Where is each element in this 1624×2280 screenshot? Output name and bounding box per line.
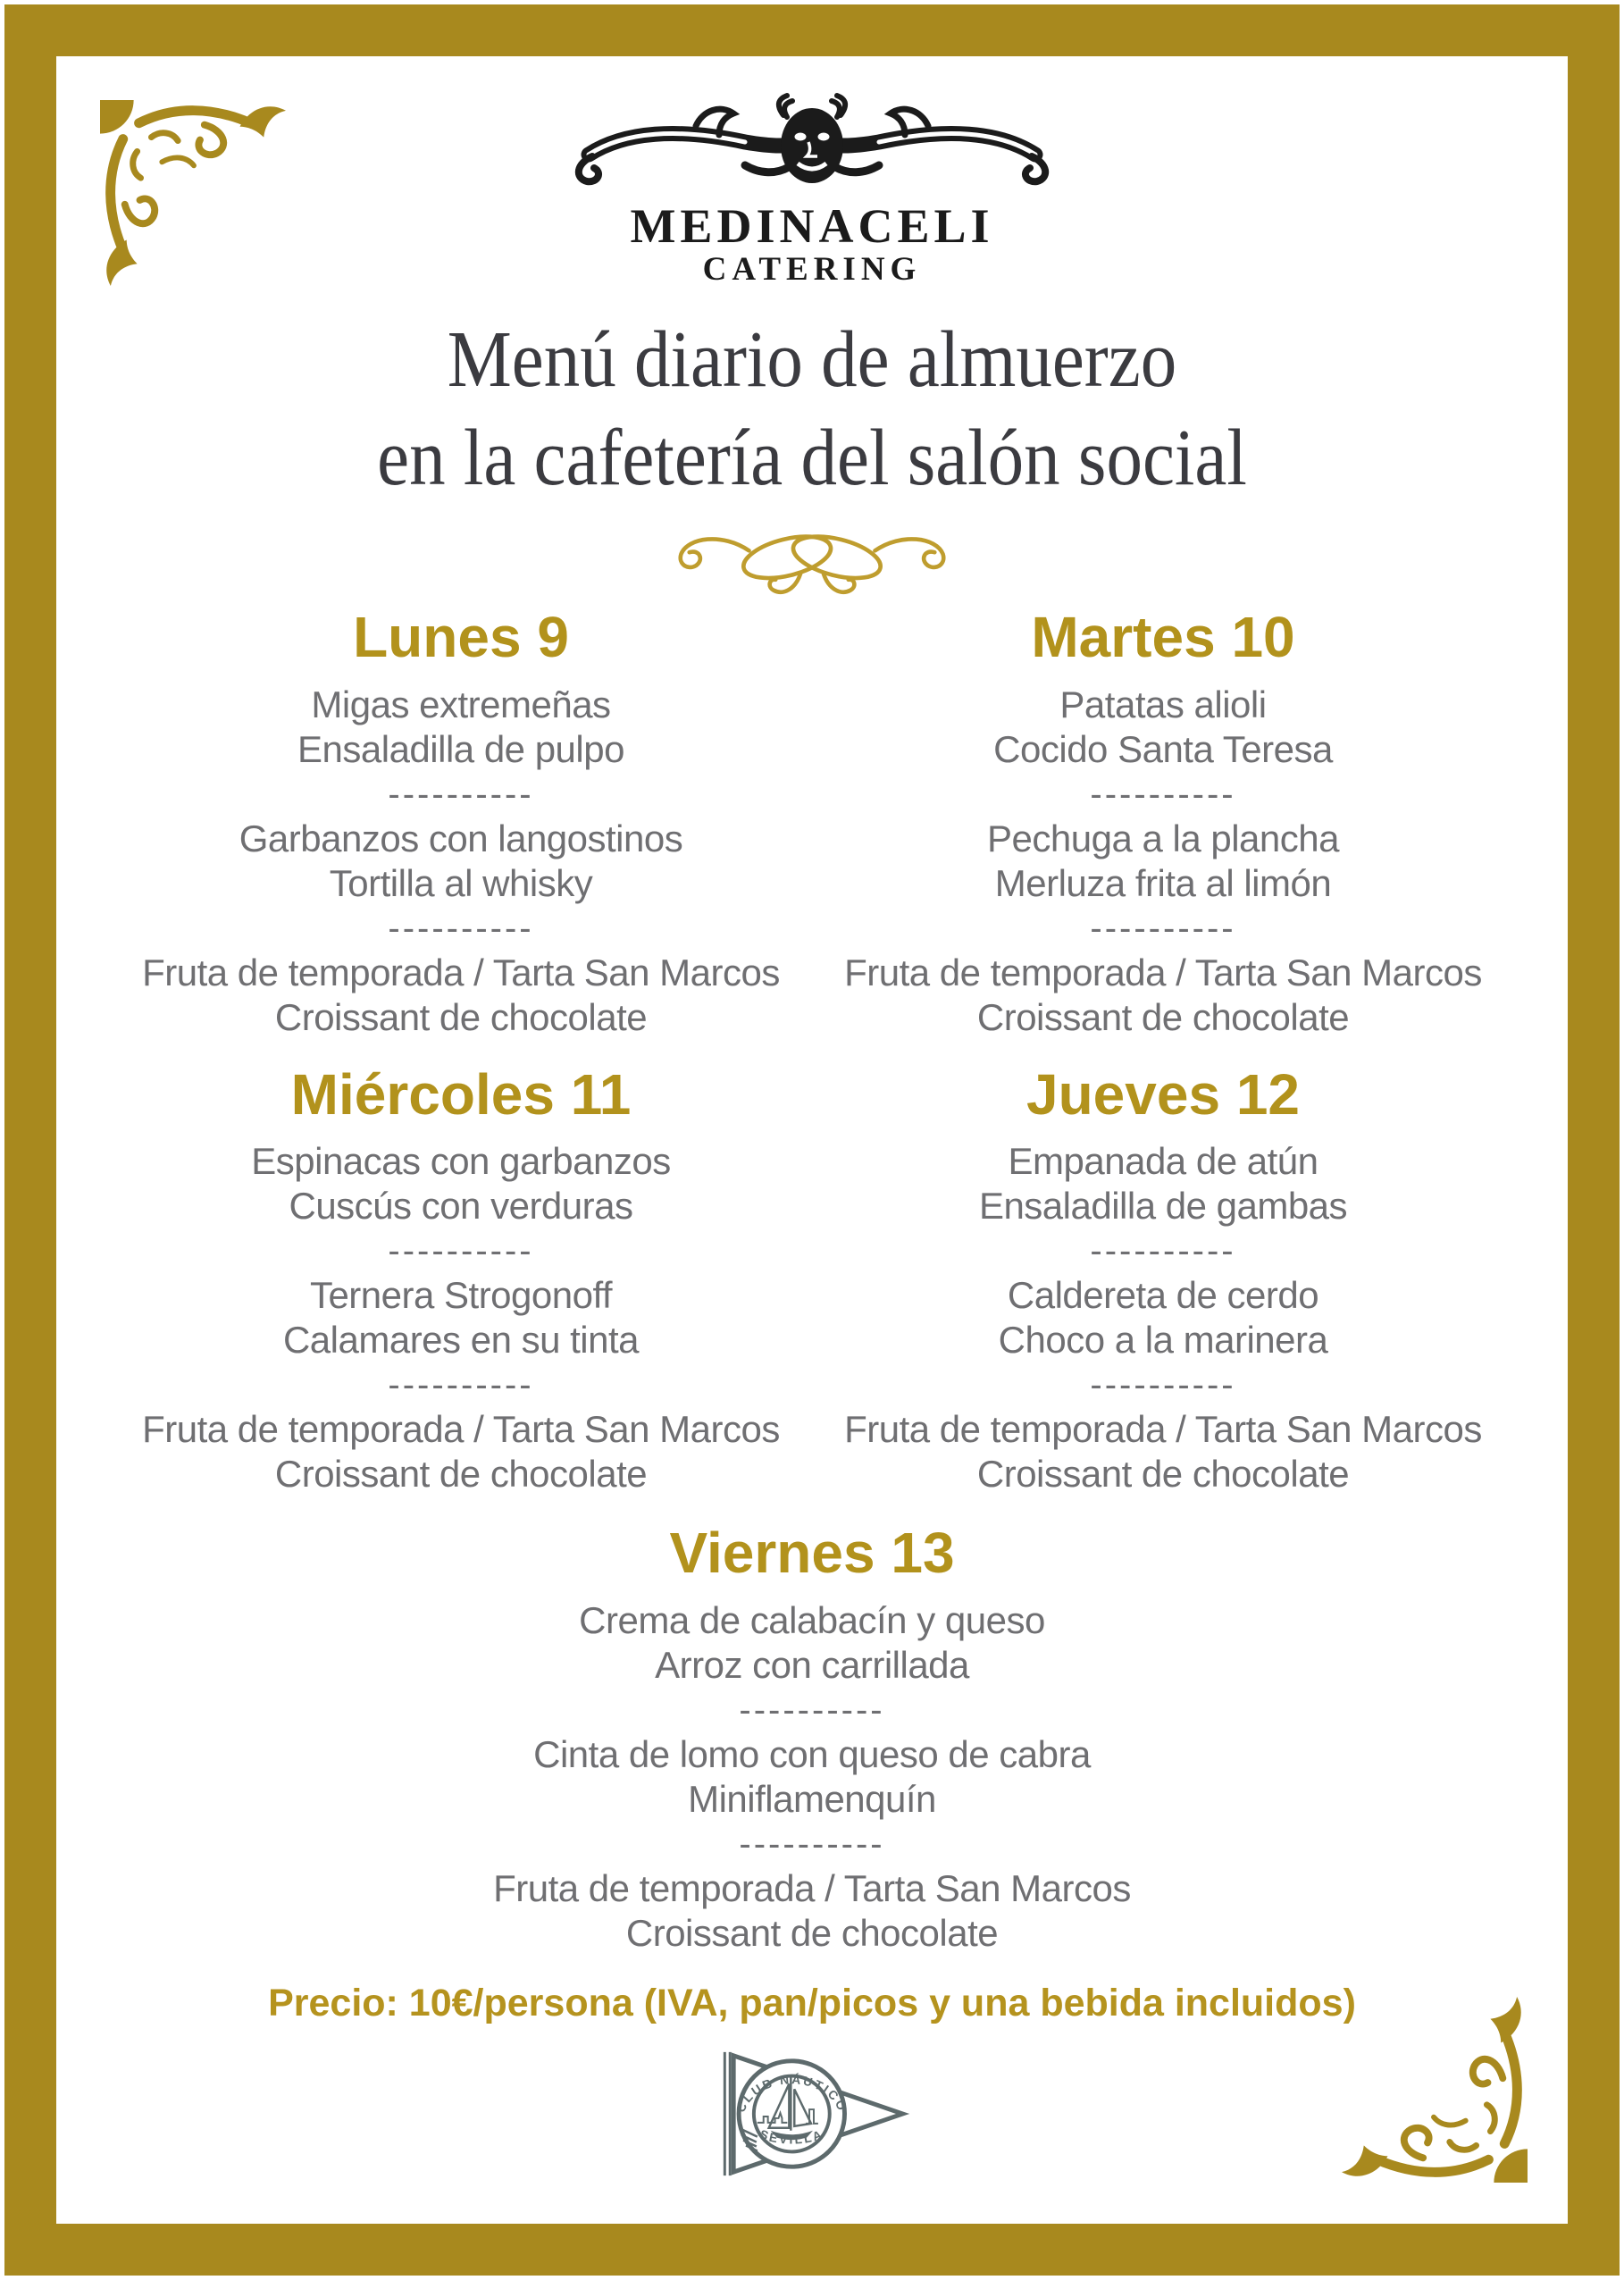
divider-flourish-icon	[655, 509, 969, 600]
menu-item: Croissant de chocolate	[274, 995, 648, 1038]
menu-item: Pechuga a la plancha	[987, 817, 1339, 859]
club-logo-bottom-text: SEVILLA	[758, 2125, 826, 2147]
club-nautico-logo	[710, 2047, 914, 2181]
course-separator: ----------	[739, 1823, 885, 1864]
menu-item: Fruta de temporada / Tarta San Marcos	[142, 1408, 780, 1451]
menu-item: Arroz con carrillada	[655, 1643, 969, 1686]
course-separator: ----------	[388, 1365, 534, 1405]
menu-item: Ternera Strogonoff	[309, 1274, 613, 1317]
menu-item: Croissant de chocolate	[976, 995, 1350, 1038]
menu-item: Espinacas con garbanzos	[251, 1140, 671, 1183]
menu-item: Empanada de atún	[1008, 1140, 1318, 1183]
course-separator: ----------	[1090, 1365, 1236, 1405]
menu-item: Migas extremeñas	[311, 683, 611, 725]
club-logo-top-text: CLUB NÁUTICO	[732, 2071, 850, 2115]
menu-item: Patatas alioli	[1059, 683, 1267, 725]
menu-item: Croissant de chocolate	[976, 1453, 1350, 1496]
day-title: Viernes 13	[669, 1521, 955, 1586]
baroque-engraving-ornament	[562, 90, 1062, 196]
course-separator: ----------	[1090, 1231, 1236, 1271]
brand-name: MEDINACELI	[630, 199, 994, 253]
course-separator: ----------	[1090, 774, 1236, 814]
day-title: Martes 10	[1031, 604, 1295, 669]
menu-item: Ensaladilla de pulpo	[297, 727, 624, 770]
price-line: Precio: 10€/persona (IVA, pan/picos y una bebida incluidos)	[268, 1981, 1356, 2024]
menu-item: Cocido Santa Teresa	[993, 727, 1333, 770]
menu-item: Ensaladilla de gambas	[978, 1185, 1348, 1228]
menu-item: Fruta de temporada / Tarta San Marcos	[142, 951, 780, 993]
page-title-line1: Menú diario de almuerzo	[447, 315, 1177, 405]
menu-item: Miniflamenquín	[688, 1777, 936, 1820]
page-title	[180, 311, 1444, 507]
course-separator: ----------	[1090, 908, 1236, 948]
course-separator: ----------	[739, 1689, 885, 1730]
menu-item: Caldereta de cerdo	[1007, 1274, 1319, 1317]
menu-item: Cuscús con verduras	[289, 1185, 633, 1228]
menu-item: Calamares en su tinta	[282, 1319, 640, 1362]
menu-item: Cinta de lomo con queso de cabra	[533, 1732, 1091, 1775]
course-separator: ----------	[388, 774, 534, 814]
day-menu-lunes	[110, 606, 812, 1040]
menu-item: Croissant de chocolate	[274, 1453, 648, 1496]
menu-item: Fruta de temporada / Tarta San Marcos	[844, 1408, 1482, 1451]
day-menu-miercoles	[110, 1063, 812, 1497]
weekday-menu-grid	[110, 606, 1514, 1496]
course-separator: ----------	[388, 908, 534, 948]
menu-item: Croissant de chocolate	[625, 1911, 999, 1954]
day-title: Miércoles 11	[290, 1061, 632, 1127]
day-title: Lunes 9	[353, 604, 569, 669]
menu-item: Garbanzos con langostinos	[239, 817, 683, 859]
menu-item: Crema de calabacín y queso	[579, 1598, 1045, 1641]
day-menu-viernes	[110, 1521, 1514, 1956]
menu-item: Fruta de temporada / Tarta San Marcos	[493, 1866, 1131, 1909]
menu-item: Choco a la marinera	[998, 1319, 1328, 1362]
course-separator: ----------	[388, 1231, 534, 1271]
menu-item: Fruta de temporada / Tarta San Marcos	[844, 951, 1482, 993]
menu-item: Merluza frita al limón	[994, 861, 1332, 904]
menu-item: Tortilla al whisky	[329, 861, 593, 904]
page-title-line2: en la cafetería del salón social	[377, 414, 1247, 503]
day-menu-jueves	[812, 1063, 1514, 1497]
day-title: Jueves 12	[1025, 1061, 1301, 1127]
day-menu-martes	[812, 606, 1514, 1040]
brand-subtitle: CATERING	[702, 250, 922, 288]
menu-page	[56, 56, 1568, 2224]
